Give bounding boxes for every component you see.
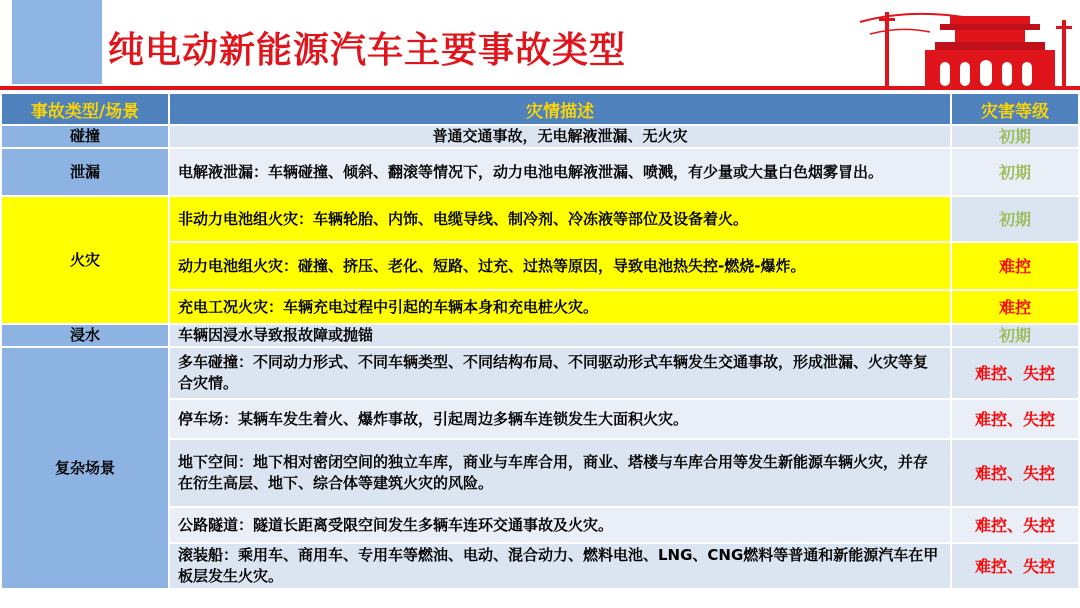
header-type: 事故类型/场景	[2, 94, 168, 124]
row-desc: 车辆因浸水导致报故障或抛锚	[170, 325, 950, 346]
row-desc: 充电工况火灾：车辆充电过程中引起的车辆本身和充电桩火灾。	[170, 291, 950, 323]
row-level: 难控、失控	[952, 348, 1078, 398]
row-level: 难控、失控	[952, 440, 1078, 506]
title-underline	[0, 86, 1080, 90]
accident-type-table	[0, 92, 1080, 590]
title-accent-block	[12, 0, 102, 84]
row-level: 难控	[952, 291, 1078, 323]
table-row	[2, 348, 1078, 398]
row-level: 初期	[952, 325, 1078, 346]
row-type: 碰撞	[2, 126, 168, 147]
row-level: 难控、失控	[952, 544, 1078, 588]
row-level: 初期	[952, 197, 1078, 241]
row-desc: 普通交通事故，无电解液泄漏、无火灾	[170, 126, 950, 147]
table-header-row	[2, 94, 1078, 124]
row-desc: 多车碰撞：不同动力形式、不同车辆类型、不同结构布局、不同驱动形式车辆发生交通事故，形成泄漏、火灾等复合灾情。	[170, 348, 950, 398]
table-row	[2, 149, 1078, 195]
row-desc: 动力电池组火灾：碰撞、挤压、老化、短路、过充、过热等原因，导致电池热失控-燃烧-爆炸。	[170, 243, 950, 289]
row-desc: 公路隧道：隧道长距离受限空间发生多辆车连环交通事故及火灾。	[170, 508, 950, 542]
row-type: 火灾	[2, 197, 168, 323]
header-desc: 灾情描述	[170, 94, 950, 124]
row-desc: 滚装船：乘用车、商用车、专用车等燃油、电动、混合动力、燃料电池、LNG、CNG燃料等普通和新能源汽车在甲板层发生火灾。	[170, 544, 950, 588]
table-row	[2, 197, 1078, 241]
row-desc: 非动力电池组火灾：车辆轮胎、内饰、电缆导线、制冷剂、冷冻液等部位及设备着火。	[170, 197, 950, 241]
row-desc: 电解液泄漏：车辆碰撞、倾斜、翻滚等情况下，动力电池电解液泄漏、喷溅，有少量或大量白色烟雾冒出。	[170, 149, 950, 195]
row-level: 难控、失控	[952, 508, 1078, 542]
row-level: 初期	[952, 149, 1078, 195]
row-type: 复杂场景	[2, 348, 168, 588]
header-level: 灾害等级	[952, 94, 1078, 124]
row-desc: 地下空间：地下相对密闭空间的独立车库，商业与车库合用，商业、塔楼与车库合用等发生新能源车辆火灾，并存在衍生高层、地下、综合体等建筑火灾的风险。	[170, 440, 950, 506]
page-title: 纯电动新能源汽车主要事故类型	[108, 30, 627, 71]
row-level: 难控	[952, 243, 1078, 289]
row-level: 难控、失控	[952, 400, 1078, 438]
table-row	[2, 325, 1078, 346]
row-type: 泄漏	[2, 149, 168, 195]
row-desc: 停车场：某辆车发生着火、爆炸事故，引起周边多辆车连锁发生大面积火灾。	[170, 400, 950, 438]
table-row	[2, 126, 1078, 147]
row-type: 浸水	[2, 325, 168, 346]
tiananmen-icon	[830, 0, 1080, 86]
row-level: 初期	[952, 126, 1078, 147]
